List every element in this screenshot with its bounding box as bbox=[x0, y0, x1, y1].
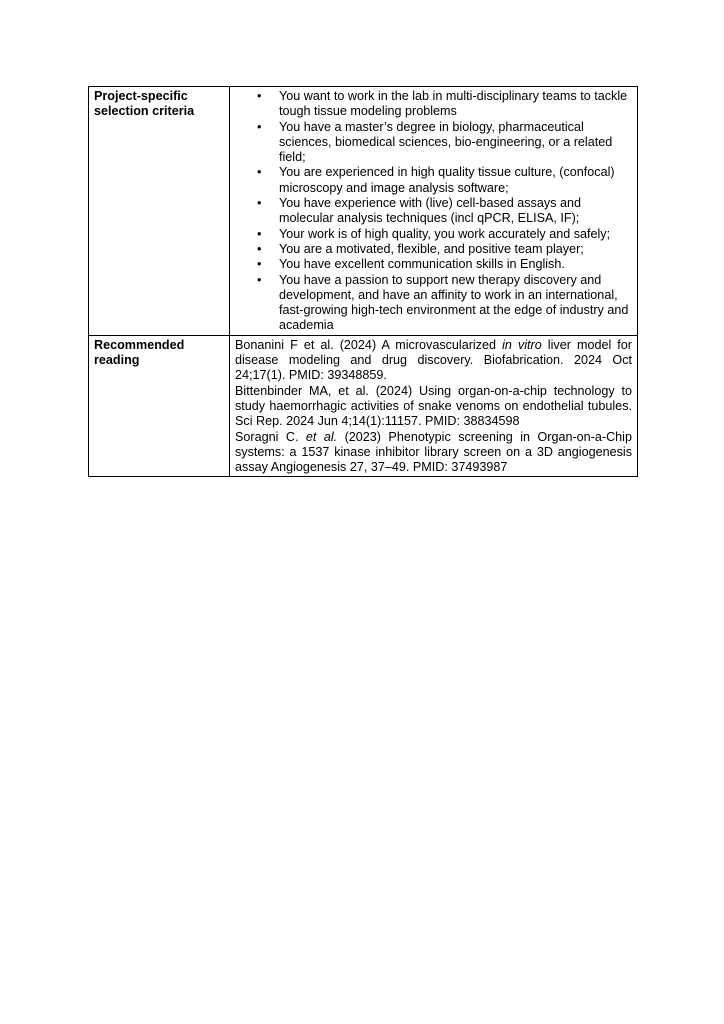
reading-entry bbox=[235, 338, 632, 384]
criteria-item bbox=[257, 165, 632, 196]
reading-entry bbox=[235, 430, 632, 476]
reading-italic-text: et al. bbox=[305, 429, 338, 444]
selection-criteria-row bbox=[89, 87, 638, 336]
criteria-text: You have a master’s degree in biology, pharmaceutical sciences, biomedical sciences, bio-engineering, or a related field; bbox=[279, 119, 613, 165]
criteria-text: You are a motivated, flexible, and positive team player; bbox=[279, 241, 584, 256]
criteria-text: You want to work in the lab in multi-disciplinary teams to tackle tough tissue modeling problems bbox=[279, 89, 628, 119]
criteria-item bbox=[257, 257, 632, 272]
reading-text: Bittenbinder MA, et al. (2024) Using organ-on-a-chip technology to study haemorrhagic activities of snake venoms on endothelial tubules. Sci Rep. 2024 Jun 4;14(1):11157. PMID: 38834598 bbox=[235, 383, 632, 429]
criteria-item bbox=[257, 196, 632, 227]
criteria-list bbox=[235, 89, 632, 334]
reading-text: (2023) Phenotypic screening in Organ-on-a-Chip systems: a 1537 kinase inhibitor library screen on a 3D angiogenesis assay Angiogenesis 27, 37–49. PMID: 37493987 bbox=[235, 429, 632, 475]
bullet-icon: • bbox=[257, 196, 262, 211]
project-info-table bbox=[88, 86, 638, 477]
criteria-text: You are experienced in high quality tissue culture, (confocal) microscopy and image analysis software; bbox=[279, 165, 615, 195]
bullet-icon: • bbox=[257, 226, 262, 241]
reading-text: Soragni C. bbox=[235, 429, 306, 444]
bullet-icon: • bbox=[257, 119, 262, 134]
criteria-item bbox=[257, 89, 632, 120]
selection-criteria-content bbox=[230, 87, 638, 336]
criteria-item bbox=[257, 272, 632, 334]
criteria-text: You have experience with (live) cell-based assays and molecular analysis techniques (incl qPCR, ELISA, IF); bbox=[279, 196, 581, 226]
selection-criteria-label: Project-specific selection criteria bbox=[89, 87, 230, 336]
criteria-item bbox=[257, 119, 632, 166]
reading-italic-text: in vitro bbox=[502, 337, 542, 352]
reading-entry bbox=[235, 384, 632, 430]
bullet-icon: • bbox=[257, 257, 262, 272]
criteria-item bbox=[257, 226, 632, 242]
recommended-reading-row bbox=[89, 335, 638, 477]
recommended-reading-label: Recommended reading bbox=[89, 335, 230, 477]
bullet-icon: • bbox=[257, 89, 262, 103]
criteria-text: You have excellent communication skills in English. bbox=[279, 257, 565, 272]
bullet-icon: • bbox=[257, 272, 262, 287]
criteria-text: Your work is of high quality, you work accurately and safely; bbox=[279, 226, 611, 241]
reading-text: liver model for disease modeling and drug discovery. Biofabrication. 2024 Oct 24;17(1). PMID: 39348859. bbox=[235, 337, 633, 383]
criteria-text: You have a passion to support new therapy discovery and development, and have an affinity to work in an international, fast-growing high-tech environment at the edge of industry and academia bbox=[279, 272, 629, 333]
recommended-reading-content bbox=[230, 335, 638, 477]
reading-text: Bonanini F et al. (2024) A microvascularized bbox=[235, 337, 503, 352]
bullet-icon: • bbox=[257, 165, 262, 180]
criteria-item bbox=[257, 241, 632, 257]
bullet-icon: • bbox=[257, 241, 262, 256]
